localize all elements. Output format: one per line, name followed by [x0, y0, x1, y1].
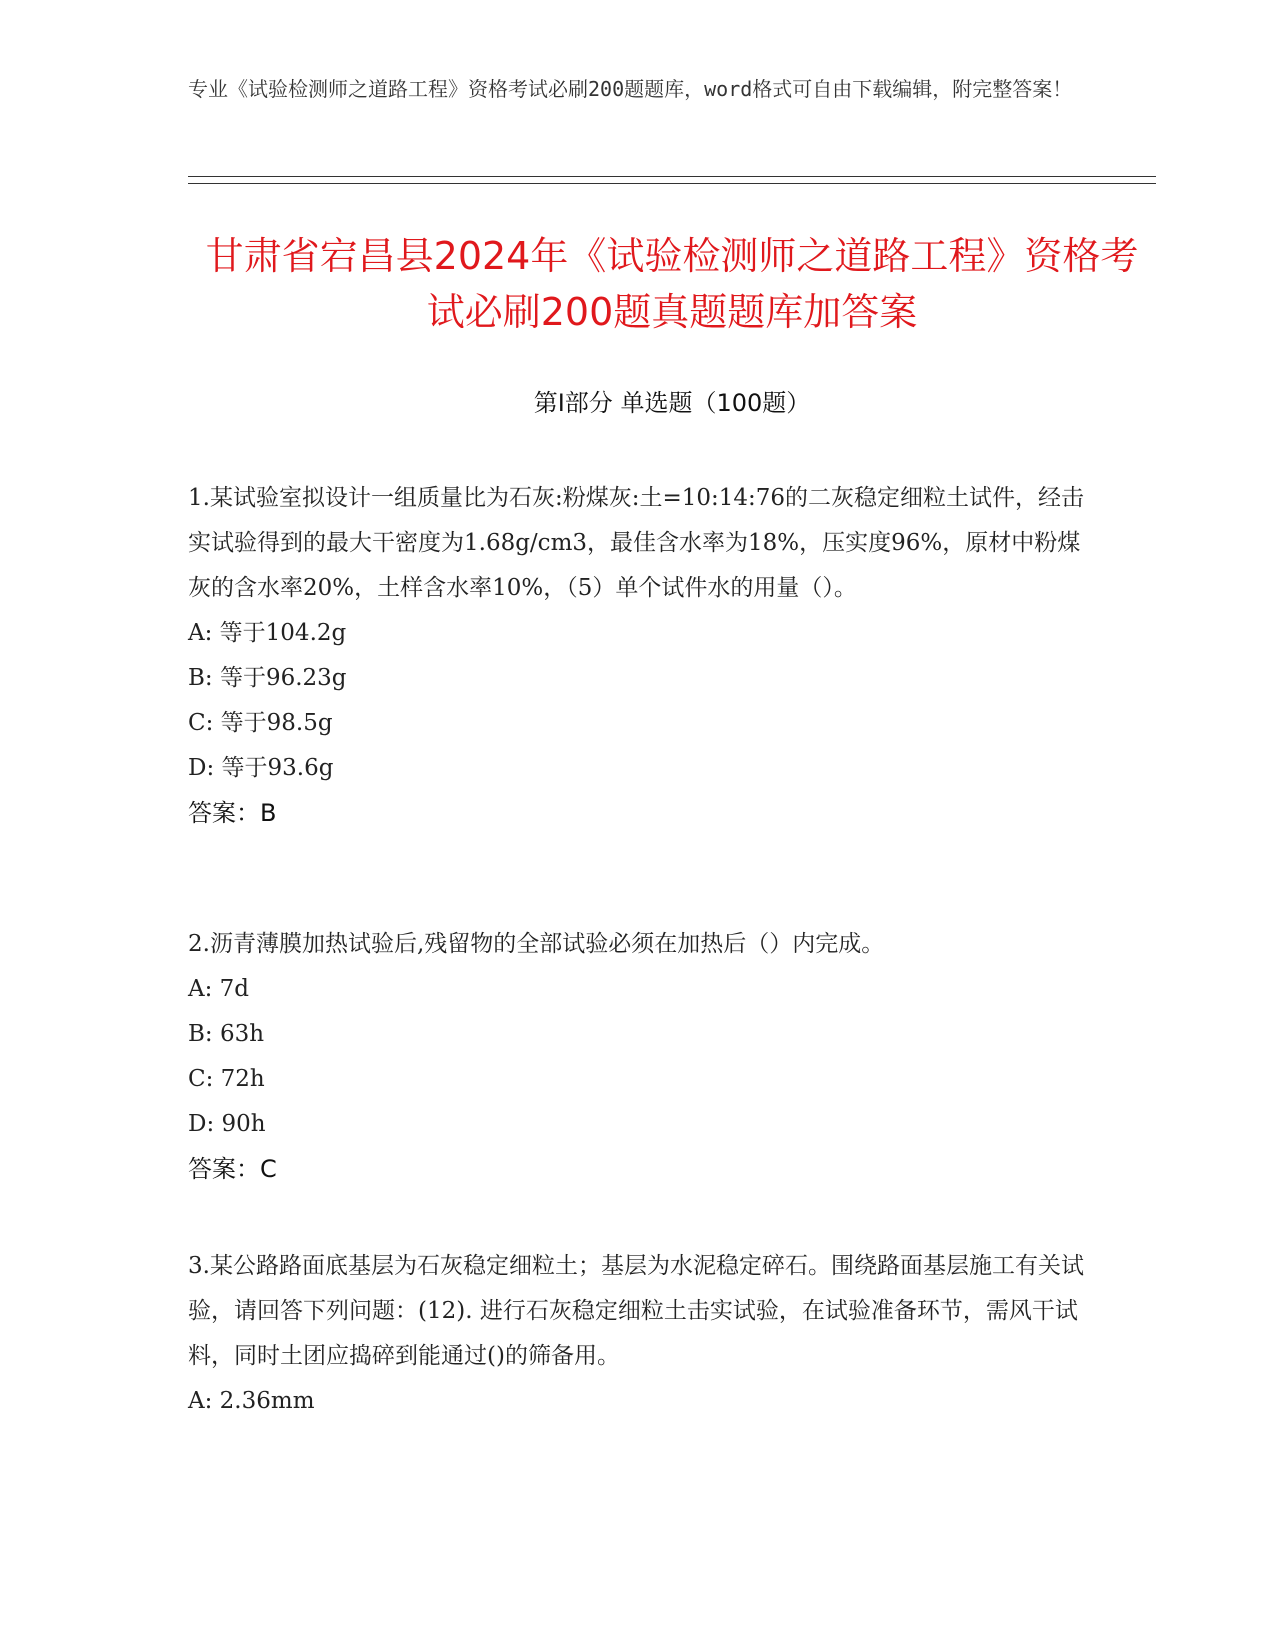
document-title: 甘肃省宕昌县2024年《试验检测师之道路工程》资格考试必刷200题真题题库加答案 — [205, 234, 1139, 334]
option-a: A: 等于104.2g — [188, 620, 347, 646]
question-1 — [188, 476, 1088, 836]
question-text: 1.某试验室拟设计一组质量比为石灰:粉煤灰:土=10:14:76的二灰稳定细粒土试件，经击实试验得到的最大干密度为1.68g/cm3，最佳含水率为18%，压实度96%，原材中粉煤灰的含水率20%，土样含水率10%，（5）单个试件水的用量（）。 — [188, 485, 1085, 601]
option-c: C: 72h — [188, 1066, 265, 1092]
answer: 答案：B — [188, 799, 277, 827]
option-b: B: 63h — [188, 1021, 265, 1047]
option-d: D: 等于93.6g — [188, 755, 334, 781]
answer: 答案：C — [188, 1155, 277, 1183]
option-b: B: 等于96.23g — [188, 665, 347, 691]
option-a: A: 7d — [188, 976, 250, 1002]
question-2 — [188, 922, 1088, 1192]
option-d: D: 90h — [188, 1111, 266, 1137]
section-heading: 第Ⅰ部分 单选题（100题） — [533, 389, 811, 417]
header-divider-top — [188, 176, 1156, 177]
question-3 — [188, 1244, 1088, 1424]
question-text: 2.沥青薄膜加热试验后,残留物的全部试验必须在加热后（）内完成。 — [188, 931, 885, 957]
header-divider-bottom — [188, 183, 1156, 184]
option-a: A: 2.36mm — [188, 1388, 315, 1414]
question-text: 3.某公路路面底基层为石灰稳定细粒土；基层为水泥稳定碎石。围绕路面基层施工有关试验，请回答下列问题：(12). 进行石灰稳定细粒土击实试验，在试验准备环节，需风干试料，同时土团应捣碎到能通过()的筛备用。 — [188, 1253, 1084, 1369]
header-note: 专业《试验检测师之道路工程》资格考试必刷200题题库，word格式可自由下载编辑，附完整答案！ — [188, 77, 1073, 101]
option-c: C: 等于98.5g — [188, 710, 333, 736]
